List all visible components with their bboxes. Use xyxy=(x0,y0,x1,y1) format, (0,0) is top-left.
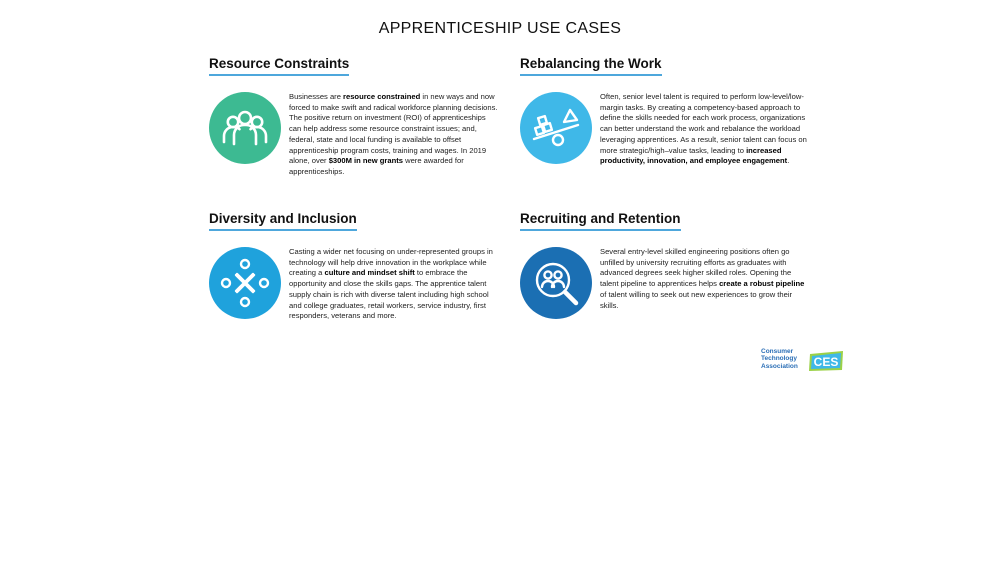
body-text: Often, senior level talent is required to perform low-level/low-margin tasks. By creating a competency-based approach to define the skills needed for each work process, organizations can better understand the work and rebalance the workload leveraging apprentices. As a result, senior talent can focus on more strategic/high–value tasks, leading to xyxy=(600,92,807,155)
section-rebalancing-the-work xyxy=(520,55,810,167)
body-text: Several entry-level skilled engineering positions often go unfilled by university recruiting efforts as graduates with advanced degrees seek higher skilled roles. Opening the talent pipeline to apprentices helps xyxy=(600,247,792,289)
section-heading: Resource Constraints xyxy=(209,56,349,76)
section-resource-constraints xyxy=(209,55,499,178)
balance-shapes-icon xyxy=(520,92,592,164)
section-heading: Diversity and Inclusion xyxy=(209,211,357,231)
section-heading: Recruiting and Retention xyxy=(520,211,681,231)
talent-search-icon xyxy=(520,247,592,319)
section-body xyxy=(289,247,499,322)
emphasis-text: $300M in new grants xyxy=(328,156,403,166)
ces-mark-icon xyxy=(807,350,845,372)
section-recruiting-and-retention xyxy=(520,210,810,311)
section-heading: Rebalancing the Work xyxy=(520,56,662,76)
ces-mark-text: CES xyxy=(813,355,839,369)
logo-line: Consumer xyxy=(761,348,794,355)
section-diversity-and-inclusion xyxy=(209,210,499,322)
body-text: in new ways and now forced to make swift and radical workforce planning decisions. The positive return on investment (ROI) of apprenticeships can help address some resource constraint issues; and, federal, state and local funding is available to offset apprenticeship program costs, training and wages. In 2019 alone, over xyxy=(289,92,498,166)
emphasis-text: resource constrained xyxy=(343,92,421,101)
cta-ces-logo xyxy=(761,347,847,375)
body-text: . xyxy=(787,156,790,166)
body-text: Casting a wider net focusing on under-represented groups in technology will help drive innovation in the workplace while creating a xyxy=(289,247,493,278)
section-body xyxy=(600,92,810,167)
emphasis-text: culture and mindset shift xyxy=(324,268,415,278)
body-text: Businesses are xyxy=(289,92,344,101)
logo-line: Association xyxy=(761,362,798,370)
section-body xyxy=(289,92,499,178)
diverse-people-icon xyxy=(209,247,281,319)
cta-wordmark xyxy=(761,348,798,370)
body-text: of talent willing to seek out new experiences to grow their skills. xyxy=(600,289,793,310)
emphasis-text: increased productivity, innovation, and employee engagement xyxy=(600,145,788,166)
logo-line: Technology xyxy=(761,355,797,363)
emphasis-text: create a robust pipeline xyxy=(719,279,805,289)
people-group-icon xyxy=(209,92,281,164)
body-text: to embrace the opportunity and close the skills gaps. The apprentice talent supply chain is rich with diverse talent including high school and college graduates, retail workers, service industry, first responders, veterans and more. xyxy=(289,268,489,321)
section-body xyxy=(600,247,810,311)
page-title: APPRENTICESHIP USE CASES xyxy=(378,20,622,37)
body-text: were awarded for apprenticeships. xyxy=(289,156,464,176)
